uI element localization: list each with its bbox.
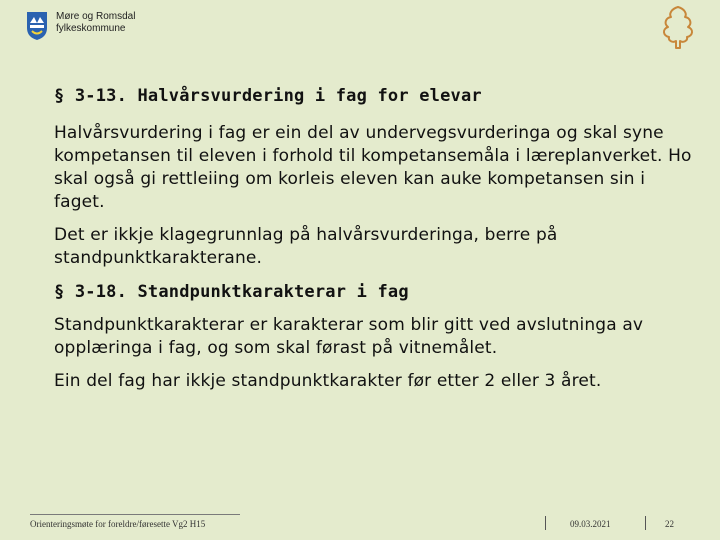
footer-divider (30, 514, 240, 515)
paragraph-halvarsvurdering: Halvårsvurdering i fag er ein del av undervegsvurderinga og skal syne kompetansen til eleven i forhold til kompetansemåla i læreplanverket. Ho skal også gi rettleiing om korleis eleven kan auke kompetansen sin i faget. (54, 123, 692, 212)
organization-name (56, 11, 135, 35)
section-heading-3-18: § 3-18. Standpunktkarakterar i fag (54, 282, 409, 302)
tree-icon (656, 4, 700, 50)
org-name-line-1: Møre og Romsdal (56, 11, 136, 22)
paragraph-ein-del-fag: Ein del fag har ikkje standpunktkarakter før etter 2 eller 3 året. (54, 371, 602, 391)
paragraph-standpunktkarakterar: Standpunktkarakterar er karakterar som blir gitt ved avslutninga av opplæringa i fag, og som skal førast på vitnemålet. (54, 315, 644, 358)
footer-separator (645, 516, 646, 530)
page-number: 22 (665, 519, 674, 529)
footer-separator (545, 516, 546, 530)
section-heading-3-13: § 3-13. Halvårsvurdering i fag for elevar (54, 86, 482, 106)
footer-presentation-title: Orienteringsmøte for foreldre/føresette Vg2 H15 (30, 519, 206, 529)
paragraph-klagegrunnlag: Det er ikkje klagegrunnlag på halvårsvurderinga, berre på standpunktkarakterane. (54, 225, 558, 268)
county-crest-icon (26, 11, 48, 41)
footer-date: 09.03.2021 (570, 519, 611, 529)
org-name-line-2: fylkeskommune (56, 23, 126, 34)
slide-content (54, 84, 694, 403)
slide-footer (0, 508, 720, 538)
county-logo (26, 11, 135, 41)
